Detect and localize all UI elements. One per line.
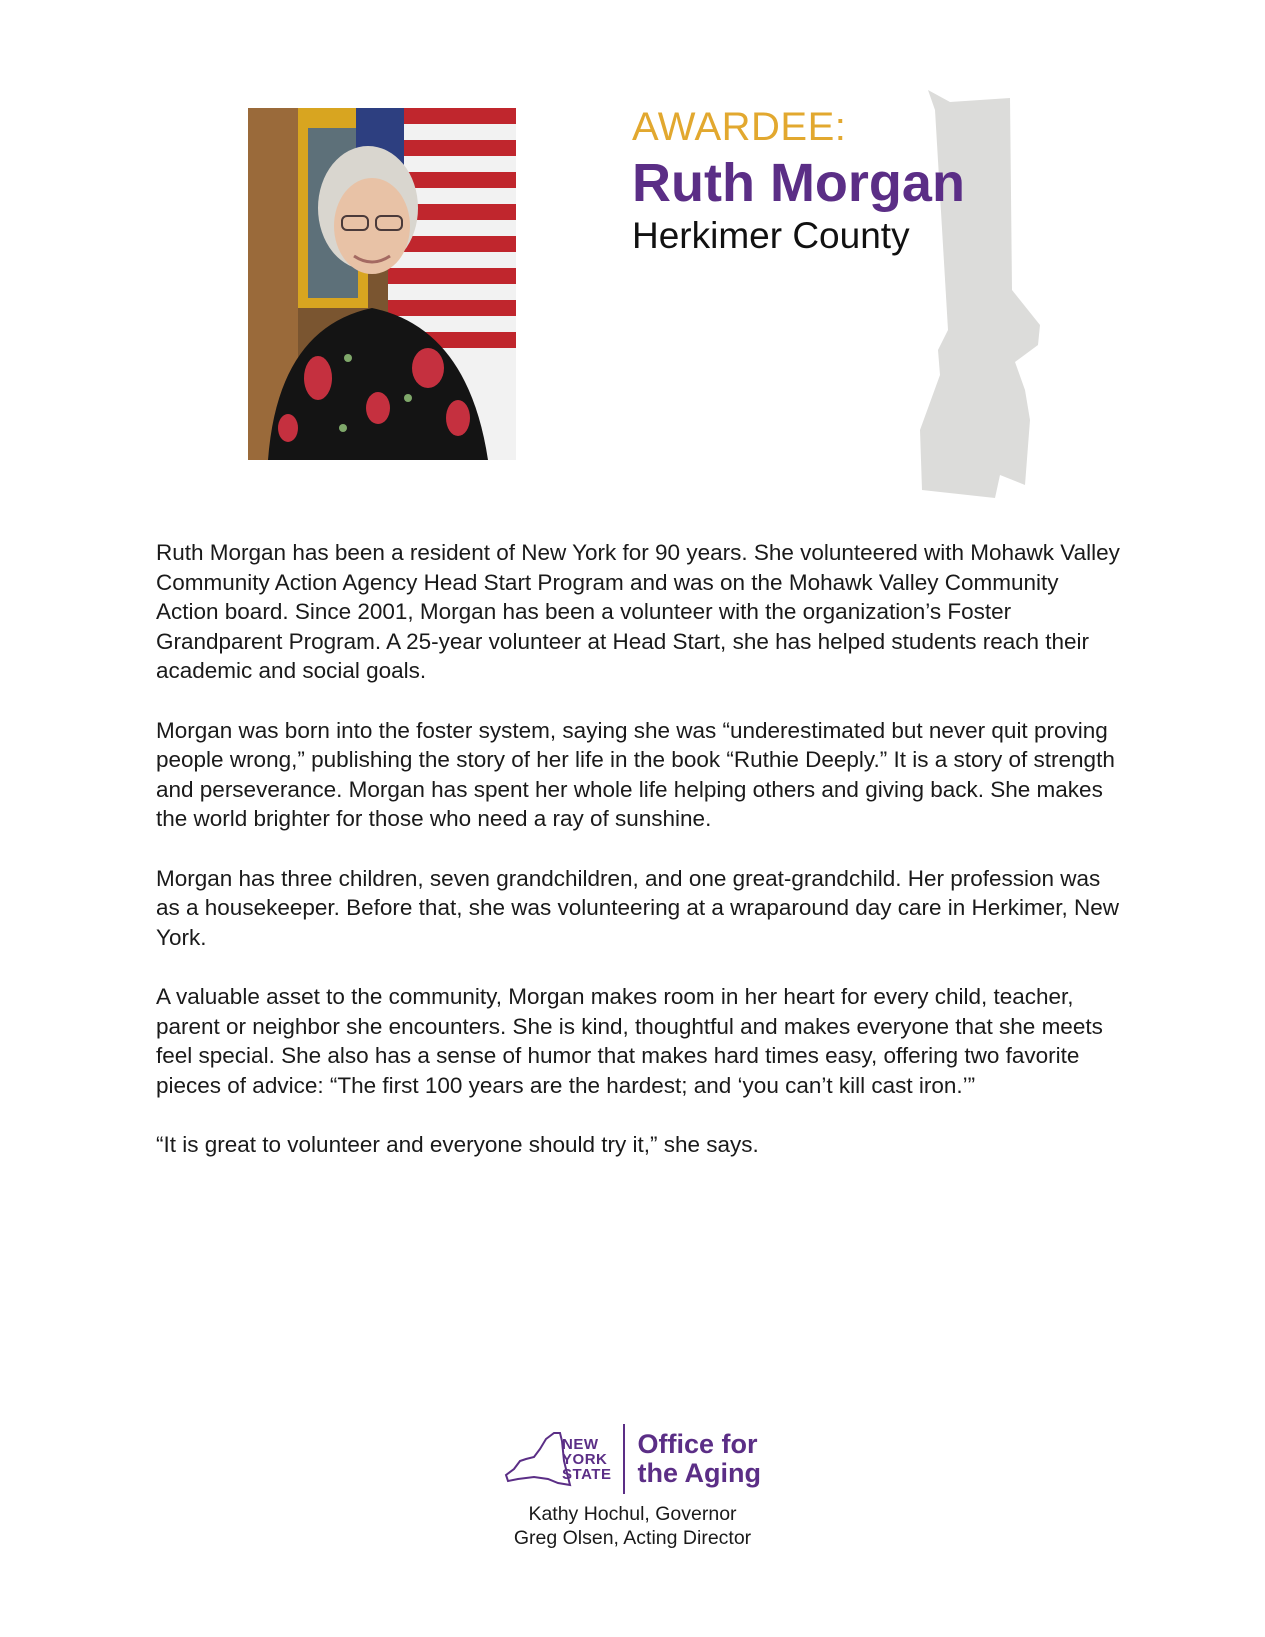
footer: [0, 1424, 1265, 1550]
bio-paragraph: Morgan has three children, seven grandchildren, and one great-grandchild. Her profession was as a housekeeper. Before that, she was volunteering at a wraparound day care in Herkimer, New York.: [156, 865, 1120, 950]
bio-paragraph: A valuable asset to the community, Morgan makes room in her heart for every child, teacher, parent or neighbor she encounters. She is kind, thoughtful and makes everyone that she meets feel special. She also has a sense of humor that makes hard times easy, offering two favorite pieces of advice: “The first 100 years are the hardest; and ‘you can’t kill cast iron.’”: [156, 983, 1103, 1098]
nys-line: STATE: [562, 1465, 612, 1483]
office-for-aging-wordmark: [637, 1430, 760, 1488]
director-line: Greg Olsen, Acting Director: [513, 1527, 752, 1549]
awardee-heading: [632, 104, 965, 258]
governor-line: Kathy Hochul, Governor: [528, 1503, 737, 1525]
officials: [0, 1502, 1265, 1550]
office-line: the Aging: [637, 1458, 761, 1488]
awardee-photo: [248, 108, 516, 460]
nys-line: NEW: [562, 1435, 599, 1453]
bio-paragraph: “It is great to volunteer and everyone should try it,” she says.: [156, 1131, 759, 1157]
nys-office-for-aging-logo: [0, 1424, 1265, 1494]
bio-paragraph: Morgan was born into the foster system, saying she was “underestimated but never quit proving people wrong,” publishing the story of her life in the book “Ruthie Deeply.” It is a story of strength and perseverance. Morgan has spent her whole life helping others and giving back. She makes the world brighter for those who need a ray of sunshine.: [156, 717, 1115, 832]
office-line: Office for: [637, 1429, 758, 1459]
awardee-label: AWARDEE:: [632, 105, 847, 149]
awardee-biography: [156, 538, 1121, 1189]
awardee-name: Ruth Morgan: [632, 153, 965, 213]
portrait-photo: [248, 108, 516, 460]
nys-line: YORK: [562, 1450, 608, 1468]
awardee-county: Herkimer County: [632, 215, 910, 257]
bio-paragraph: Ruth Morgan has been a resident of New York for 90 years. She volunteered with Mohawk Valley Community Action Agency Head Start Program and was on the Mohawk Valley Community Action board. Since 2001, Morgan has been a volunteer with the organization’s Foster Grandparent Program. A 25-year volunteer at Head Start, she has helped students reach their academic and social goals.: [156, 540, 1120, 684]
logo-divider: [623, 1424, 625, 1494]
nys-wordmark: [562, 1437, 611, 1482]
